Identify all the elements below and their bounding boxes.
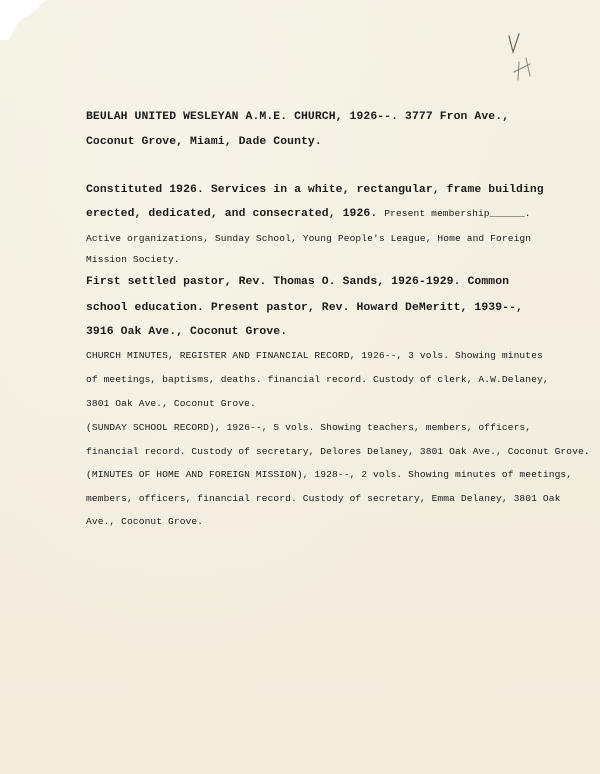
paragraph-line: Mission Society.	[86, 254, 180, 265]
record-line: Ave., Coconut Grove.	[86, 516, 204, 527]
paragraph-line: school education. Present pastor, Rev. Howard DeMeritt, 1939--,	[86, 302, 523, 314]
record-line: (MINUTES OF HOME AND FOREIGN MISSION), 1928--, 2 vols. Showing minutes of meetings,	[86, 469, 573, 480]
record-line: members, officers, financial record. Custody of secretary, Emma Delaney, 3801 Oak	[86, 493, 561, 504]
membership-field: Present membership______.	[384, 208, 531, 219]
paragraph-line	[86, 208, 531, 220]
heading-line-1: BEULAH UNITED WESLEYAN A.M.E. CHURCH, 1926--. 3777 Fron Ave.,	[86, 111, 510, 123]
paragraph-line: 3916 Oak Ave., Coconut Grove.	[86, 326, 288, 338]
paragraph-fragment: erected, dedicated, and consecrated, 1926.	[86, 208, 378, 220]
record-line: financial record. Custody of secretary, Delores Delaney, 3801 Oak Ave., Coconut Grove.	[86, 446, 590, 457]
record-line: of meetings, baptisms, deaths. financial record. Custody of clerk, A.W.Delaney,	[86, 374, 549, 385]
heading-line-2: Coconut Grove, Miami, Dade County.	[86, 136, 322, 148]
torn-corner	[0, 0, 46, 40]
paragraph-line: Constituted 1926. Services in a white, rectangular, frame building	[86, 184, 544, 196]
record-line: (SUNDAY SCHOOL RECORD), 1926--, 5 vols. Showing teachers, members, officers,	[86, 422, 532, 433]
record-line: 3801 Oak Ave., Coconut Grove.	[86, 398, 256, 409]
paragraph-line: Active organizations, Sunday School, Young People's League, Home and Foreign	[86, 233, 532, 244]
record-line: CHURCH MINUTES, REGISTER AND FINANCIAL RECORD, 1926--, 3 vols. Showing minutes	[86, 350, 543, 361]
paragraph-line: First settled pastor, Rev. Thomas O. Sands, 1926-1929. Common	[86, 276, 510, 288]
pencil-check-marks	[500, 28, 550, 88]
